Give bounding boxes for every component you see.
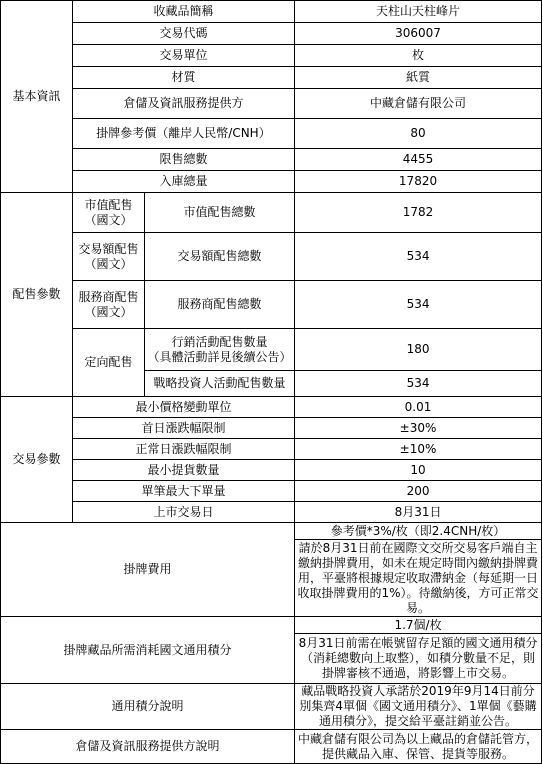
row-value: 10 bbox=[295, 460, 542, 481]
table-row bbox=[1, 45, 542, 67]
group-label-market-value: 市值配售 （國文） bbox=[73, 193, 145, 233]
table-row bbox=[1, 523, 542, 540]
row-value: 17820 bbox=[295, 171, 542, 193]
listing-fee-detail: 請於8月31日前在國際文交所交易客戶端自主繳納掛牌費用，如未在規定時間內繳納掛牌費用，平臺將根據規定收取滯納金（每延期一日收取掛牌費用的1%）。待繳納後，方可正常交易。 bbox=[295, 540, 542, 617]
row-label: 交易單位 bbox=[73, 45, 295, 67]
points-required-label: 掛牌藏品所需消耗國文通用積分 bbox=[1, 617, 295, 684]
row-value: 534 bbox=[295, 371, 542, 397]
row-value: 中藏倉儲有限公司 bbox=[295, 89, 542, 119]
table-row bbox=[1, 481, 542, 502]
table-row bbox=[1, 730, 542, 764]
row-label: 上市交易日 bbox=[73, 502, 295, 523]
group-label-directed: 定向配售 bbox=[73, 329, 145, 397]
table-row bbox=[1, 89, 542, 119]
section-label-allocation: 配售參數 bbox=[1, 193, 73, 397]
points-required-detail: 8月31日前需在帳號留存足額的國文通用積分（消耗總數向上取整），如積分數量不足，則掛牌審核不通過，將影響上市交易。 bbox=[295, 634, 542, 684]
table-row bbox=[1, 502, 542, 523]
row-value: 180 bbox=[295, 329, 542, 371]
table-row bbox=[1, 329, 542, 371]
table-row bbox=[1, 281, 542, 329]
row-label: 正常日漲跌幅限制 bbox=[73, 439, 295, 460]
section-label-basic: 基本資訊 bbox=[1, 1, 73, 193]
table-row bbox=[1, 460, 542, 481]
group-label-trading-volume: 交易額配售 （國文） bbox=[73, 233, 145, 281]
table-row bbox=[1, 23, 542, 45]
table-row bbox=[1, 439, 542, 460]
row-value: 534 bbox=[295, 233, 542, 281]
table-row bbox=[1, 193, 542, 233]
section-label-trading: 交易參數 bbox=[1, 397, 73, 523]
row-value: 534 bbox=[295, 281, 542, 329]
row-label: 材質 bbox=[73, 67, 295, 89]
table-row bbox=[1, 67, 542, 89]
table-row bbox=[1, 149, 542, 171]
row-label: 最小價格變動單位 bbox=[73, 397, 295, 418]
row-label: 掛牌參考價（離岸人民幣/CNH） bbox=[73, 119, 295, 149]
row-label: 最小提貨數量 bbox=[73, 460, 295, 481]
row-value: ±10% bbox=[295, 439, 542, 460]
row-label: 單筆最大下單量 bbox=[73, 481, 295, 502]
row-value: 306007 bbox=[295, 23, 542, 45]
group-label-service-provider: 服務商配售 （國文） bbox=[73, 281, 145, 329]
row-value: 200 bbox=[295, 481, 542, 502]
row-label: 市值配售總數 bbox=[145, 193, 295, 233]
row-label-promo: 行銷活動配售數量 （具體活動詳見後續公告） bbox=[145, 329, 295, 371]
row-value: 0.01 bbox=[295, 397, 542, 418]
table-row bbox=[1, 171, 542, 193]
row-label: 收藏品簡稱 bbox=[73, 1, 295, 23]
row-value: 8月31日 bbox=[295, 502, 542, 523]
points-required-headline: 1.7個/枚 bbox=[295, 617, 542, 634]
table-row bbox=[1, 119, 542, 149]
provider-note-detail: 中藏倉儲有限公司為以上藏品的倉儲託管方，提供藏品入庫、保管、提貨等服務。 bbox=[295, 730, 542, 764]
table-row bbox=[1, 418, 542, 439]
row-label: 服務商配售總數 bbox=[145, 281, 295, 329]
row-label: 入庫總量 bbox=[73, 171, 295, 193]
table-row bbox=[1, 684, 542, 730]
row-value: 紙質 bbox=[295, 67, 542, 89]
table-row bbox=[1, 233, 542, 281]
points-note-detail: 藏品戰略投資人承諾於2019年9月14日前分別集齊4單個《國文通用積分》、1單個《藝購通用積分》，提交給平臺註銷並公告。 bbox=[295, 684, 542, 730]
table-row bbox=[1, 1, 542, 23]
row-label: 交易代碼 bbox=[73, 23, 295, 45]
row-value: 枚 bbox=[295, 45, 542, 67]
row-label: 交易額配售總數 bbox=[145, 233, 295, 281]
row-value: 4455 bbox=[295, 149, 542, 171]
row-value: 天柱山天柱峰片 bbox=[295, 1, 542, 23]
table-row bbox=[1, 617, 542, 634]
table-row bbox=[1, 397, 542, 418]
listing-fee-headline: 參考價*3%/枚（即2.4CNH/枚） bbox=[295, 523, 542, 540]
row-value: 80 bbox=[295, 119, 542, 149]
row-value: ±30% bbox=[295, 418, 542, 439]
row-label: 首日漲跌幅限制 bbox=[73, 418, 295, 439]
provider-note-label: 倉儲及資訊服務提供方說明 bbox=[1, 730, 295, 764]
row-label: 倉儲及資訊服務提供方 bbox=[73, 89, 295, 119]
row-value: 1782 bbox=[295, 193, 542, 233]
row-label: 限售總數 bbox=[73, 149, 295, 171]
row-label-strategic: 戰略投資人活動配售數量 bbox=[145, 371, 295, 397]
points-note-label: 通用積分說明 bbox=[1, 684, 295, 730]
listing-fee-label: 掛牌費用 bbox=[1, 523, 295, 617]
